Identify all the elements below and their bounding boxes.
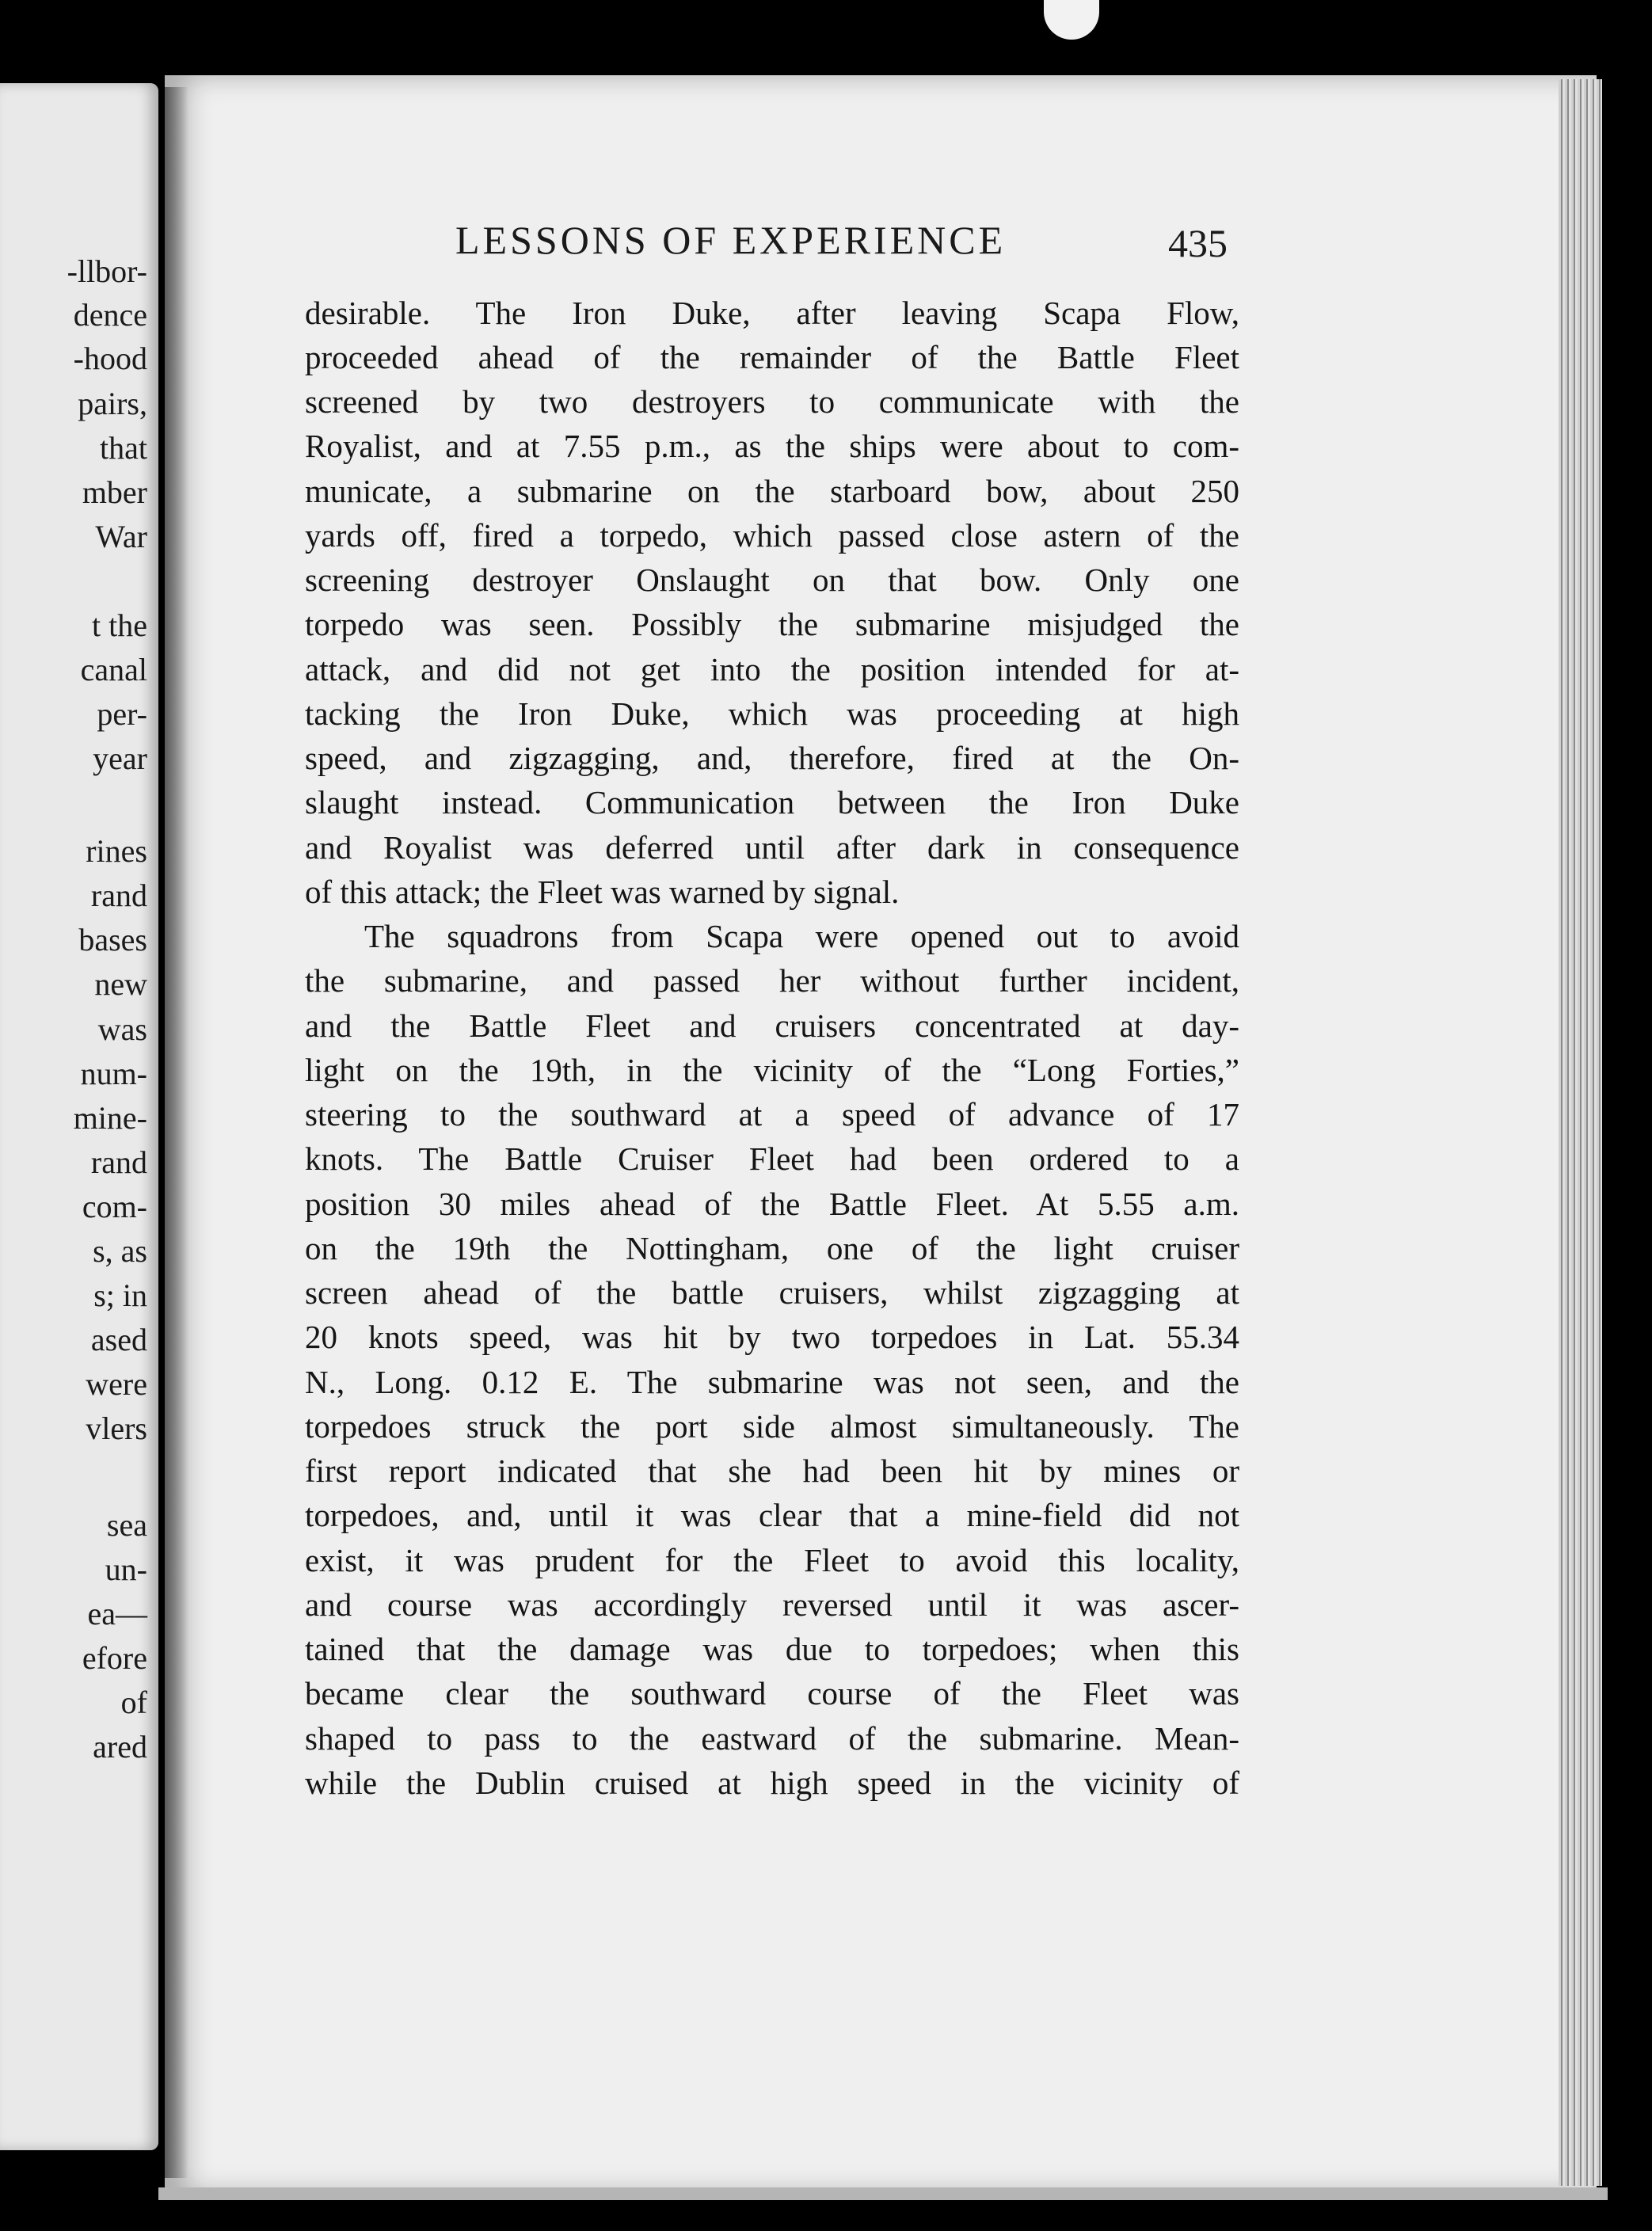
left-page-line: per- [97, 696, 147, 732]
left-page-line: ea— [87, 1596, 147, 1631]
scan-blot [1044, 0, 1099, 40]
left-page-line: ared [93, 1729, 147, 1765]
body-line: screening destroyer Onslaught on that bow. Only one [305, 562, 1239, 598]
left-page-line: sea [106, 1507, 147, 1543]
spine-shadow [165, 87, 188, 2178]
left-page-line: rand [90, 1144, 147, 1180]
body-line: and Royalist was deferred until after dark in consequence [305, 829, 1239, 866]
body-line: torpedoes struck the port side almost simultaneously. The [305, 1408, 1239, 1445]
body-line: screen ahead of the battle cruisers, whilst zigzagging at [305, 1274, 1239, 1311]
left-page-line: ased [90, 1322, 147, 1357]
left-page-line: mber [82, 474, 147, 510]
left-page-line: canal [80, 652, 147, 687]
left-page-line: was [97, 1011, 147, 1047]
body-line: torpedoes, and, until it was clear that a mine-field did not [305, 1497, 1239, 1533]
page-number: 435 [1168, 221, 1228, 265]
body-line: and the Battle Fleet and cruisers concentrated at day- [305, 1007, 1239, 1044]
left-page-line: new [94, 966, 147, 1002]
body-line: shaped to pass to the eastward of the submarine. Mean- [305, 1720, 1239, 1757]
left-page-line: efore [82, 1640, 147, 1676]
body-line: attack, and did not get into the position intended for at- [305, 651, 1239, 687]
body-line: of this attack; the Fleet was warned by signal. [305, 874, 900, 910]
left-page-line: dence [73, 297, 147, 333]
body-line: tained that the damage was due to torpedoes; when this [305, 1631, 1239, 1667]
left-page-line: mine- [73, 1100, 147, 1136]
left-page-line: of [120, 1685, 147, 1720]
body-line: position 30 miles ahead of the Battle Fleet. At 5.55 a.m. [305, 1186, 1239, 1222]
body-line: and course was accordingly reversed until it was ascer- [305, 1586, 1239, 1623]
body-line: torpedo was seen. Possibly the submarine misjudged the [305, 606, 1239, 642]
left-page-line: pairs, [78, 386, 147, 421]
running-head: LESSONS OF EXPERIENCE [455, 218, 1007, 262]
body-line: became clear the southward course of the Fleet was [305, 1675, 1239, 1711]
left-page-line: vlers [86, 1411, 147, 1446]
left-page-line: t the [92, 607, 147, 643]
body-line: exist, it was prudent for the Fleet to avoid this locality, [305, 1542, 1239, 1578]
body-line: screened by two destroyers to communicate with the [305, 383, 1239, 420]
left-page-line: -hood [73, 341, 147, 376]
body-line: light on the 19th, in the vicinity of the “Long Forties,” [305, 1052, 1239, 1088]
left-page-line: War [95, 519, 147, 554]
left-page-line: num- [80, 1056, 147, 1091]
body-line: speed, and zigzagging, and, therefore, fired at the On- [305, 740, 1239, 776]
left-page-line: were [86, 1366, 147, 1402]
body-line: while the Dublin cruised at high speed in the vicinity of [305, 1765, 1239, 1801]
left-page [0, 83, 158, 2150]
body-line: the submarine, and passed her without further incident, [305, 962, 1239, 999]
body-line: 20 knots speed, was hit by two torpedoes in Lat. 55.34 [305, 1319, 1239, 1355]
left-page-line: s; in [93, 1277, 147, 1313]
body-line: N., Long. 0.12 E. The submarine was not seen, and the [305, 1364, 1239, 1400]
body-line: proceeded ahead of the remainder of the Battle Fleet [305, 339, 1239, 375]
page-edges [1559, 79, 1602, 2186]
body-line: desirable. The Iron Duke, after leaving Scapa Flow, [305, 295, 1239, 331]
body-line: tacking the Iron Duke, which was proceeding at high [305, 695, 1239, 732]
left-page-line: year [93, 740, 147, 776]
left-page-line: -llbor- [67, 253, 147, 289]
body-line: yards off, fired a torpedo, which passed close astern of the [305, 517, 1239, 554]
body-line: municate, a submarine on the starboard bow, about 250 [305, 473, 1239, 509]
left-page-line: rand [90, 878, 147, 913]
left-page-line: bases [78, 922, 147, 958]
left-page-line: com- [82, 1189, 147, 1224]
body-line: knots. The Battle Cruiser Fleet had been ordered to a [305, 1140, 1239, 1177]
body-line: The squadrons from Scapa were opened out to avoid [364, 918, 1239, 954]
left-page-line: that [100, 430, 147, 466]
body-line: Royalist, and at 7.55 p.m., as the ships were about to com- [305, 428, 1239, 464]
body-line: on the 19th the Nottingham, one of the light cruiser [305, 1230, 1239, 1266]
body-line: slaught instead. Communication between the Iron Duke [305, 784, 1239, 820]
left-page-line: s, as [93, 1233, 147, 1269]
bottom-page-edge [158, 2187, 1608, 2200]
body-line: steering to the southward at a speed of advance of 17 [305, 1096, 1239, 1133]
left-page-line: rines [86, 833, 147, 869]
body-line: first report indicated that she had been hit by mines or [305, 1452, 1239, 1489]
left-page-line: un- [105, 1551, 147, 1587]
